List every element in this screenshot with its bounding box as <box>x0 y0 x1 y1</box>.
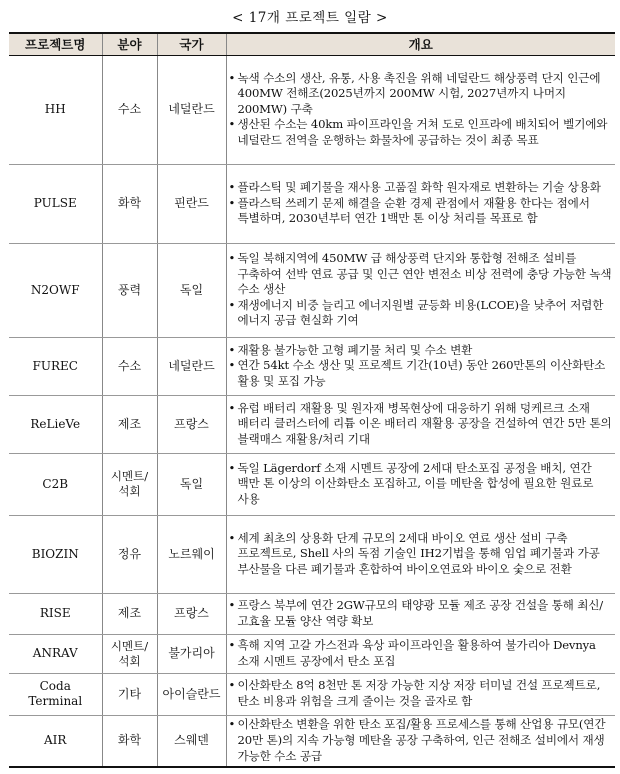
table-row <box>9 337 615 395</box>
summary-bullet: • 재활용 불가능한 고형 폐기물 처리 및 수소 변환 <box>229 343 613 359</box>
country: 아이슬란드 <box>157 673 226 715</box>
table-row <box>9 634 615 673</box>
project-table <box>9 32 615 768</box>
summary-bullet: • 재생에너지 비중 늘리고 에너지원별 균등화 비용(LCOE)을 낮추어 저렴한 에너지 공급 현실화 기여 <box>229 298 613 329</box>
field <box>102 453 157 515</box>
summary <box>226 453 615 515</box>
country: 프랑스 <box>157 395 226 453</box>
field-line: 시멘트/ <box>110 638 149 653</box>
country: 독일 <box>157 453 226 515</box>
field <box>102 634 157 673</box>
field-line: 석회 <box>118 484 141 498</box>
project-name: PULSE <box>9 164 102 243</box>
field: 화학 <box>102 715 157 767</box>
summary-bullet: • 플라스틱 쓰레기 문제 해결을 순환 경제 관점에서 재활용 한다는 점에서 특별하며, 2030년부터 연간 1백만 톤 이상 처리를 목표로 함 <box>229 196 613 227</box>
field: 정유 <box>102 515 157 593</box>
field: 제조 <box>102 593 157 634</box>
field-line: 시멘트/ <box>110 469 149 483</box>
field: 수소 <box>102 337 157 395</box>
table-row <box>9 515 615 593</box>
field: 기타 <box>102 673 157 715</box>
summary-bullet: • 플라스틱 및 폐기물을 재사용 고품질 화학 원자재로 변환하는 기술 상용화 <box>229 180 613 196</box>
country: 네덜란드 <box>157 337 226 395</box>
summary <box>226 55 615 164</box>
country: 네덜란드 <box>157 55 226 164</box>
summary <box>226 715 615 767</box>
project-name: ReLieVe <box>9 395 102 453</box>
field: 풍력 <box>102 243 157 337</box>
summary-bullet: • 독일 북해지역에 450MW 급 해상풍력 단지와 통합형 전해조 설비를 구축하여 선박 연료 공급 및 인근 연안 변전소 비상 전력에 충당 가능한 녹색 수소 생산 <box>229 251 613 298</box>
project-name: AIR <box>9 715 102 767</box>
field: 화학 <box>102 164 157 243</box>
table-title: < 17개 프로젝트 일람 > <box>232 10 388 26</box>
summary <box>226 243 615 337</box>
summary-bullet: • 생산된 수소는 40km 파이프라인을 거쳐 도로 인프라에 배치되어 벨기에와 네덜란드 전역을 운행하는 화물차에 공급하는 것이 최종 목표 <box>229 117 613 148</box>
table-row <box>9 164 615 243</box>
country: 노르웨이 <box>157 515 226 593</box>
summary-bullet: • 이산화탄소 변환을 위한 탄소 포집/활용 프로세스를 통해 산업용 규모(연간 20만 톤)의 지속 가능형 메탄올 공장 구축하여, 인근 전해조 설비에서 재생 가능한 수소 공급 <box>229 717 613 764</box>
field: 수소 <box>102 55 157 164</box>
table-row <box>9 673 615 715</box>
summary-bullet: • 독일 Lägerdorf 소재 시멘트 공장에 2세대 탄소포집 공정을 배치, 연간 백만 톤 이상의 이산화탄소 포집하고, 이를 메탄올 합성에 필요한 원료로 사용 <box>229 461 613 508</box>
project-name: FUREC <box>9 337 102 395</box>
header-country: 국가 <box>157 33 226 55</box>
project-name: HH <box>9 55 102 164</box>
header-project: 프로젝트명 <box>9 33 102 55</box>
summary <box>226 673 615 715</box>
summary-bullet: • 프랑스 북부에 연간 2GW규모의 태양광 모듈 제조 공장 건설을 통해 최신/고효율 모듈 양산 역량 확보 <box>229 598 613 629</box>
table-row <box>9 243 615 337</box>
project-name: RISE <box>9 593 102 634</box>
country: 핀란드 <box>157 164 226 243</box>
summary <box>226 593 615 634</box>
summary-bullet: • 이산화탄소 8억 8천만 톤 저장 가능한 지상 저장 터미널 건설 프로젝트로, 탄소 비용과 위험을 크게 줄이는 것을 골자로 함 <box>229 678 613 709</box>
table-row <box>9 395 615 453</box>
header-row <box>9 33 615 55</box>
summary <box>226 634 615 673</box>
project-line: Terminal <box>28 694 83 708</box>
header-field: 분야 <box>102 33 157 55</box>
country: 스웨덴 <box>157 715 226 767</box>
project-name: N2OWF <box>9 243 102 337</box>
project-line: Coda <box>39 679 71 693</box>
field: 제조 <box>102 395 157 453</box>
table-row <box>9 593 615 634</box>
table-row <box>9 453 615 515</box>
country: 프랑스 <box>157 593 226 634</box>
table-row <box>9 55 615 164</box>
project-name: ANRAV <box>9 634 102 673</box>
project-name: C2B <box>9 453 102 515</box>
summary-bullet: • 흑해 지역 고갈 가스전과 육상 파이프라인을 활용하여 불가리아 Devnya 소재 시멘트 공장에서 탄소 포집 <box>229 638 613 669</box>
summary-bullet: • 연간 54kt 수소 생산 및 프로젝트 기간(10년) 동안 260만톤의 이산화탄소 활용 및 포집 가능 <box>229 358 613 389</box>
summary <box>226 515 615 593</box>
project-name: BIOZIN <box>9 515 102 593</box>
summary-bullet: • 세계 최초의 상용화 단계 규모의 2세대 바이오 연료 생산 설비 구축 프로젝트로, Shell 사의 독점 기술인 IH2기법을 통해 임업 폐기물과 가공 부산물을 다른 폐기물과 혼합하여 바이오연료와 바이오 숯으로 전환 <box>229 531 613 578</box>
summary <box>226 337 615 395</box>
project-name <box>9 673 102 715</box>
country: 독일 <box>157 243 226 337</box>
summary-bullet: • 유럽 배터리 재활용 및 원자재 병목현상에 대응하기 위해 덩케르크 소재 배터리 클러스터에 리튬 이온 배터리 재활용 공장을 건설하여 연간 5만 톤의 블랙매스 재활용/처리 기대 <box>229 401 613 448</box>
summary <box>226 164 615 243</box>
table-row <box>9 715 615 767</box>
field-line: 석회 <box>118 653 141 668</box>
summary <box>226 395 615 453</box>
summary-bullet: • 녹색 수소의 생산, 유통, 사용 촉진을 위해 네덜란드 해상풍력 단지 인근에 400MW 전해조(2025년까지 200MW 시험, 2027년까지 나머지 200MW) 구축 <box>229 71 613 118</box>
header-summary: 개요 <box>226 33 615 55</box>
country: 불가리아 <box>157 634 226 673</box>
